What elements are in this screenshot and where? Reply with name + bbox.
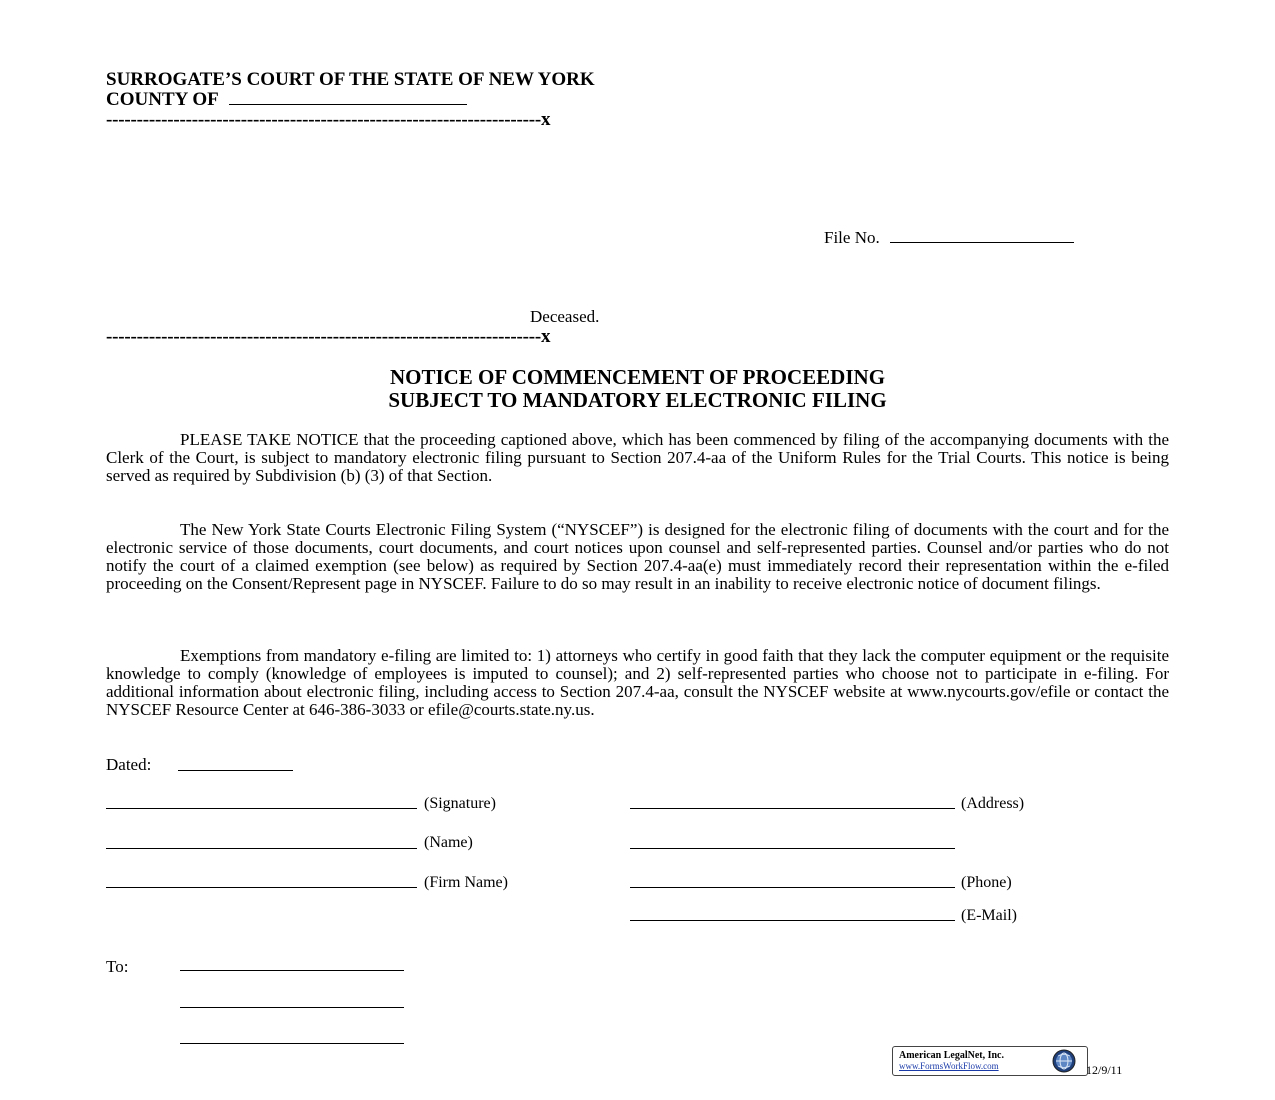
- logo-company-name: American LegalNet, Inc.: [899, 1050, 1004, 1061]
- caption-divider-bottom: -----------------------------------------------------------------------x: [106, 326, 551, 347]
- address-label: (Address): [961, 795, 1025, 812]
- paragraph-3-text: Exemptions from mandatory e-filing are limited to: 1) attorneys who certify in good faith that they lack the computer equipment or the requisite knowledge to comply (knowledge of employees is imputed to counsel); and 2) self-represented parties who choose not to participate in e-filing. For additional information about electronic filing, including access to Section 207.4-aa, consult the NYSCEF website at www.nycourts.gov/efile or contact the NYSCEF Resource Center at 646-386-3033 or efile@courts.state.ny.us.: [106, 646, 1169, 719]
- notice-paragraph-3: [106, 647, 1169, 719]
- dated-line: [106, 755, 151, 775]
- notice-title-line2: SUBJECT TO MANDATORY ELECTRONIC FILING: [388, 388, 887, 412]
- publisher-logo: [892, 1046, 1088, 1076]
- file-number-label: File No.: [824, 228, 880, 247]
- file-number-blank[interactable]: [890, 228, 1074, 243]
- globe-logo-icon: [1051, 1049, 1077, 1073]
- signature-blank[interactable]: [106, 808, 417, 809]
- firm-name-blank[interactable]: [106, 887, 417, 888]
- caption-divider-top: -----------------------------------------------------------------------x: [106, 109, 551, 130]
- dated-blank[interactable]: [178, 770, 293, 771]
- address-blank[interactable]: [630, 808, 955, 809]
- to-label: To:: [106, 957, 129, 976]
- logo-website-link[interactable]: www.FormsWorkFlow.com: [899, 1061, 999, 1071]
- notice-title-line1: NOTICE OF COMMENCEMENT OF PROCEEDING: [389, 365, 886, 389]
- notice-paragraph-2: [106, 521, 1169, 593]
- form-revision-date: 12/9/11: [1086, 1063, 1123, 1077]
- county-blank[interactable]: [229, 90, 467, 105]
- recipient-blank-3[interactable]: [180, 1043, 404, 1044]
- name-label: (Name): [424, 834, 473, 851]
- paragraph-1-text: PLEASE TAKE NOTICE that the proceeding captioned above, which has been commenced by filing of the accompanying documents with the Clerk of the Court, is subject to mandatory electronic filing pursuant to Section 207.4-aa of the Uniform Rules for the Trial Courts. This notice is being served as required by Subdivision (b) (3) of that Section.: [106, 430, 1169, 485]
- file-number-line: [824, 228, 1074, 248]
- dated-label: Dated:: [106, 755, 152, 774]
- name-blank[interactable]: [106, 848, 417, 849]
- email-blank[interactable]: [630, 920, 955, 921]
- deceased-label: Deceased.: [530, 307, 600, 326]
- court-name-heading: SURROGATE’S COURT OF THE STATE OF NEW YORK: [106, 69, 595, 90]
- firm-name-label: (Firm Name): [424, 874, 508, 891]
- phone-blank[interactable]: [630, 887, 955, 888]
- phone-label: (Phone): [961, 874, 1012, 891]
- county-line: [106, 90, 467, 110]
- recipient-blank-2[interactable]: [180, 1007, 404, 1008]
- county-label: COUNTY OF: [106, 89, 219, 110]
- recipient-blank-1[interactable]: [180, 970, 404, 971]
- address-blank-line2[interactable]: [630, 848, 955, 849]
- notice-paragraph-1: [106, 431, 1169, 485]
- email-label: (E-Mail): [961, 907, 1017, 924]
- paragraph-2-text: The New York State Courts Electronic Filing System (“NYSCEF”) is designed for the electronic filing of documents with the court and for the electronic service of those documents, court documents, and court notices upon counsel and self-represented parties. Counsel and/or parties who do not notify the court of a claimed exemption (see below) as required by Section 207.4-aa(e) must immediately record their representation within the e-filed proceeding on the Consent/Represent page in NYSCEF. Failure to do so may result in an inability to receive electronic notice of document filings.: [106, 520, 1169, 593]
- signature-label: (Signature): [424, 795, 496, 812]
